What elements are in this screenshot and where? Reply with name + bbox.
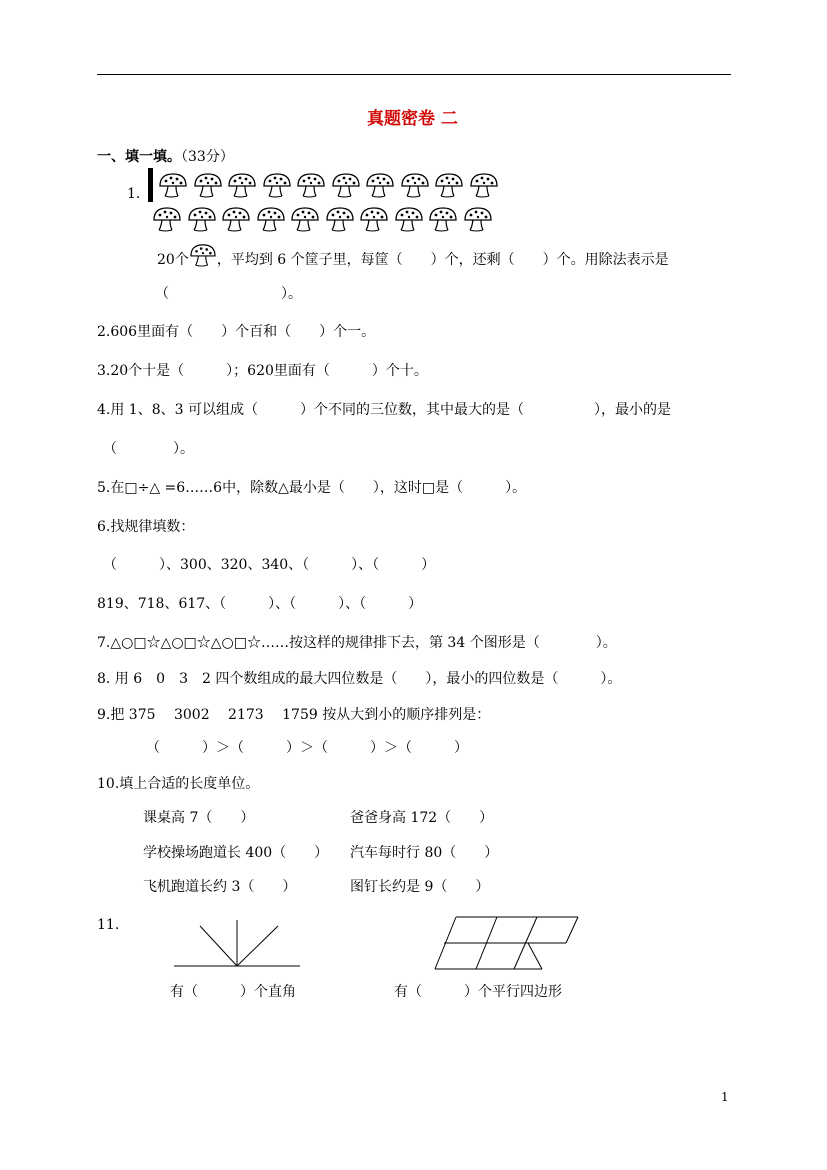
q1-count-text: 20个 — [157, 252, 189, 268]
mushroom-icon — [227, 172, 257, 198]
question-9: 9.把 375 3002 2173 1759 按从大到小的顺序排列是： — [97, 707, 491, 723]
mushroom-icon — [331, 172, 361, 198]
q1-line-c: （ ）。 — [155, 286, 302, 302]
section-points: （33分） — [181, 149, 234, 165]
mushroom-icon — [290, 206, 320, 232]
mushroom-icon — [187, 206, 217, 232]
text-cursor-bar — [148, 168, 153, 202]
section-heading — [97, 148, 234, 166]
q10-item: 图钉长约是 9（ ） — [350, 879, 490, 895]
page-title: 真题密卷 二 — [367, 109, 458, 129]
question-6-row-2: 819、718、617、（ ）、（ ）、（ ） — [97, 596, 423, 612]
section-heading-text: 一、填一填。 — [97, 149, 181, 165]
mushroom-icon — [189, 253, 217, 269]
mushroom-icon — [256, 206, 286, 232]
page-number: 1 — [721, 1090, 729, 1104]
mushroom-icon — [428, 206, 458, 232]
question-6-row-1: （ ）、300、320、340、（ ）、（ ） — [103, 557, 436, 573]
question-10: 10.填上合适的长度单位。 — [97, 776, 260, 792]
question-7: 7.△○□☆△○□☆△○□☆……按这样的规律排下去，第 34 个图形是（ ）。 — [97, 635, 617, 651]
question-6: 6.找规律填数： — [97, 519, 195, 535]
question-4-line-b: （ ）。 — [103, 441, 194, 457]
mushroom-icon — [193, 172, 223, 198]
question-2: 2.606里面有（ ）个百和（ ）个一。 — [97, 324, 376, 340]
mushroom-icon — [394, 206, 424, 232]
mushroom-icon — [325, 206, 355, 232]
mushroom-icon — [262, 172, 292, 198]
mushroom-icon — [221, 206, 251, 232]
q10-item: 爸爸身高 172（ ） — [350, 810, 494, 826]
question-4-line-a: 4.用 1、8、3 可以组成（ ）个不同的三位数，其中最大的是（ ），最小的是 — [97, 402, 671, 418]
q10-item: 课桌高 7（ ） — [143, 810, 255, 826]
mushroom-icon — [400, 172, 430, 198]
mushroom-icon — [296, 172, 326, 198]
q10-item: 学校操场跑道长 400（ ） — [143, 845, 329, 861]
question-3: 3.20个十是（ ）；620里面有（ ）个十。 — [97, 363, 428, 379]
parallelogram-figure — [432, 914, 582, 972]
q11-left-caption: 有（ ）个直角 — [170, 984, 296, 1000]
q10-item: 飞机跑道长约 3（ ） — [143, 879, 297, 895]
question-11: 11. — [97, 917, 120, 933]
q11-right-caption: 有（ ）个平行四边形 — [394, 984, 562, 1000]
mushroom-icon — [469, 172, 499, 198]
mushroom-icon — [152, 206, 182, 232]
mushroom-icon — [158, 172, 188, 198]
mushroom-icon — [365, 172, 395, 198]
q1-number: 1. — [127, 186, 141, 202]
question-5: 5.在□÷△ =6……6中，除数△最小是（ ），这时□是（ ）。 — [97, 480, 527, 496]
q1-question-text: ，平均到 6 个筐子里，每筐（ ）个，还剩（ ）个。用除法表示是 — [216, 252, 669, 268]
question-8: 8. 用 6 0 3 2 四个数组成的最大四位数是（ ），最小的四位数是（ ）。 — [97, 671, 622, 687]
angle-figure — [170, 918, 305, 973]
header-rule — [97, 74, 731, 75]
question-9-row: （ ）＞（ ）＞（ ）＞（ ） — [146, 740, 468, 756]
mushroom-icon — [463, 206, 493, 232]
q10-item: 汽车每时行 80（ ） — [350, 845, 499, 861]
mushroom-icon — [359, 206, 389, 232]
mushroom-icon — [434, 172, 464, 198]
q1-line-a — [157, 251, 669, 269]
